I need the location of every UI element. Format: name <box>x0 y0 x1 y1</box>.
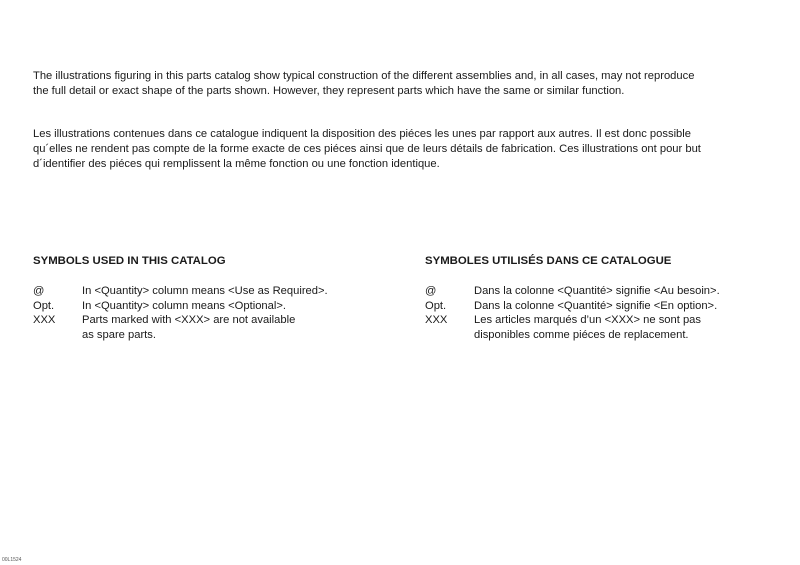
symbol-description <box>474 284 795 299</box>
symbol-description <box>82 284 403 299</box>
intro-en-line: the full detail or exact shape of the parts shown. However, they represent parts which have the same or similar function. <box>33 85 625 97</box>
symbol-description-line: Dans la colonne <Quantité> signifie <Au besoin>. <box>474 285 720 297</box>
symbol-row-at <box>425 284 795 299</box>
intro-paragraph-french <box>33 127 768 172</box>
intro-fr-line: Les illustrations contenues dans ce catalogue indiquent la disposition des piéces les unes par rapport aux autres. Il est donc possible <box>33 128 691 140</box>
intro-fr-line: qu´elles ne rendent pas compte de la forme exacte de ces piéces ainsi que de leurs détails de fabrication. Ces illustrations ont pour but <box>33 143 701 155</box>
symbol-description <box>82 299 403 314</box>
symbol-row-at <box>33 284 403 299</box>
symbol-key: @ <box>425 285 437 297</box>
symbol-description <box>474 299 795 314</box>
intro-paragraph-english <box>33 69 768 99</box>
symbols-title-french: SYMBOLES UTILISÉS DANS CE CATALOGUE <box>425 255 672 267</box>
symbol-key: XXX <box>425 314 448 326</box>
symbol-description-line: In <Quantity> column means <Optional>. <box>82 299 286 312</box>
symbol-key: XXX <box>33 314 56 326</box>
symbol-key: Opt. <box>425 299 447 312</box>
symbols-section-english <box>33 254 403 342</box>
symbol-description-line: disponibles comme piéces de replacement. <box>474 328 689 341</box>
page-reference-code: 00L1524 <box>2 557 22 563</box>
symbol-key: Opt. <box>33 299 55 312</box>
symbol-description-line: Dans la colonne <Quantité> signifie <En option>. <box>474 299 718 312</box>
symbol-description-line: In <Quantity> column means <Use as Required>. <box>82 285 328 297</box>
symbol-key: @ <box>33 285 45 297</box>
symbol-description-line: as spare parts. <box>82 328 156 341</box>
symbols-title-english: SYMBOLS USED IN THIS CATALOG <box>33 255 226 267</box>
symbols-section-french <box>425 254 795 342</box>
symbol-row-opt <box>425 299 795 314</box>
symbol-row-opt <box>33 299 403 314</box>
symbol-description-line: Parts marked with <XXX> are not available <box>82 314 296 326</box>
symbol-description <box>474 313 795 342</box>
symbol-row-xxx <box>425 313 795 342</box>
symbol-description <box>82 313 403 342</box>
symbol-row-xxx <box>33 313 403 342</box>
intro-en-line: The illustrations figuring in this parts catalog show typical construction of the different assemblies and, in all cases, may not reproduce <box>33 70 695 82</box>
symbol-description-line: Les articles marqués d’un <XXX> ne sont pas <box>474 314 701 326</box>
intro-fr-line: d´identifier des piéces qui remplissent la même fonction ou une fonction identique. <box>33 158 440 170</box>
